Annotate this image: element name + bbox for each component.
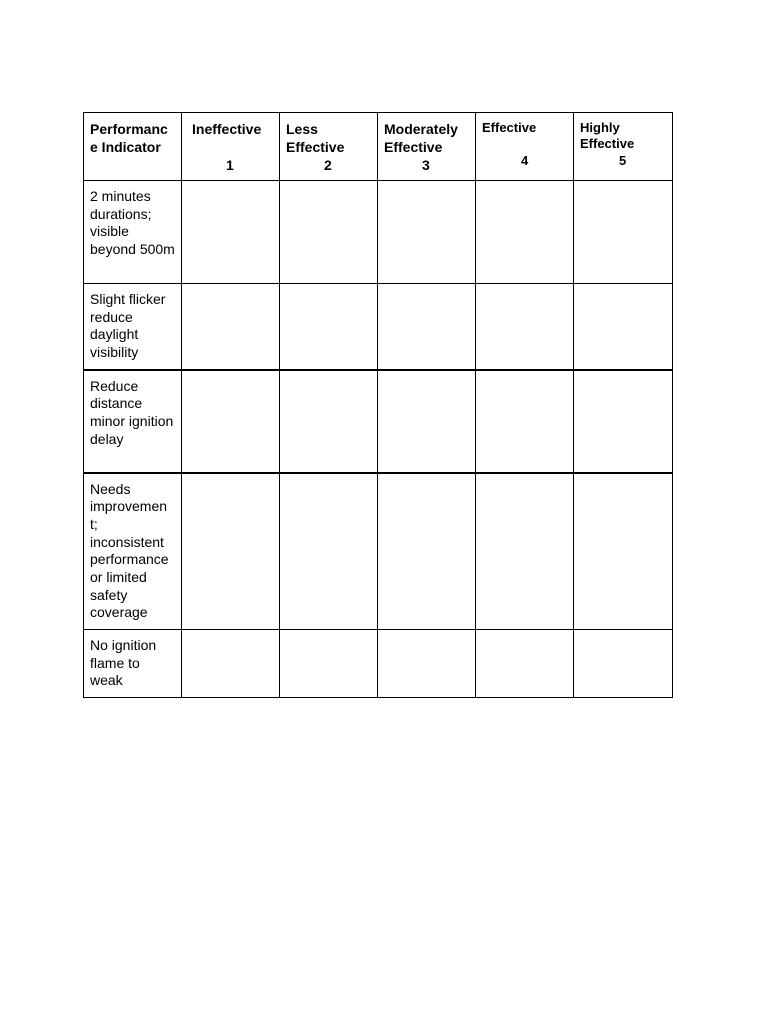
- score-cell-5[interactable]: [574, 284, 673, 370]
- score-cell-4[interactable]: [476, 284, 574, 370]
- level-label: Less Effective: [286, 121, 345, 155]
- header-indicator-label: Performanc e Indicator: [90, 121, 168, 155]
- score-cell-2[interactable]: [280, 630, 378, 698]
- level-label: Highly Effective: [580, 120, 635, 151]
- header-level-ineffective: [182, 113, 280, 181]
- header-level-moderately-effective: [378, 113, 476, 181]
- score-cell-3[interactable]: [378, 284, 476, 370]
- score-cell-4[interactable]: [476, 181, 574, 284]
- score-cell-2[interactable]: [280, 370, 378, 473]
- header-row: [84, 113, 673, 181]
- score-cell-2[interactable]: [280, 473, 378, 630]
- table-row: [84, 370, 673, 473]
- indicator-text: No ignition flame to weak: [90, 637, 157, 689]
- score-cell-1[interactable]: [182, 473, 280, 630]
- table-row: [84, 181, 673, 284]
- indicator-cell: [84, 473, 182, 630]
- indicator-text: Reduce distance minor ignition delay: [90, 377, 174, 447]
- header-performance-indicator: [84, 113, 182, 181]
- score-cell-5[interactable]: [574, 370, 673, 473]
- performance-rubric-table: [83, 112, 673, 698]
- header-level-highly-effective: [574, 113, 673, 181]
- score-cell-1[interactable]: [182, 284, 280, 370]
- table-row: [84, 473, 673, 630]
- level-label: Ineffective: [192, 121, 262, 137]
- level-score: 3: [422, 157, 430, 173]
- score-cell-5[interactable]: [574, 181, 673, 284]
- indicator-text: Slight flicker reduce daylight visibility: [90, 291, 166, 361]
- score-cell-5[interactable]: [574, 473, 673, 630]
- score-cell-2[interactable]: [280, 181, 378, 284]
- score-cell-4[interactable]: [476, 370, 574, 473]
- level-label: Effective: [482, 120, 537, 135]
- score-cell-1[interactable]: [182, 630, 280, 698]
- table-row: [84, 284, 673, 370]
- score-cell-1[interactable]: [182, 370, 280, 473]
- indicator-text: Needs improvemen t; inconsistent performance or limited safety coverage: [90, 480, 169, 621]
- score-cell-1[interactable]: [182, 181, 280, 284]
- level-score: 2: [324, 157, 332, 173]
- indicator-text: 2 minutes durations; visible beyond 500m: [90, 188, 175, 258]
- header-level-effective: [476, 113, 574, 181]
- level-score: 1: [226, 157, 234, 173]
- score-cell-3[interactable]: [378, 370, 476, 473]
- level-score: 4: [521, 153, 529, 168]
- indicator-cell: [84, 181, 182, 284]
- score-cell-4[interactable]: [476, 473, 574, 630]
- level-score: 5: [619, 153, 627, 168]
- score-cell-3[interactable]: [378, 630, 476, 698]
- score-cell-5[interactable]: [574, 630, 673, 698]
- indicator-cell: [84, 630, 182, 698]
- score-cell-3[interactable]: [378, 473, 476, 630]
- score-cell-2[interactable]: [280, 284, 378, 370]
- indicator-cell: [84, 370, 182, 473]
- score-cell-4[interactable]: [476, 630, 574, 698]
- level-label: Moderately Effective: [384, 121, 458, 155]
- indicator-cell: [84, 284, 182, 370]
- table-row: [84, 630, 673, 698]
- header-level-less-effective: [280, 113, 378, 181]
- score-cell-3[interactable]: [378, 181, 476, 284]
